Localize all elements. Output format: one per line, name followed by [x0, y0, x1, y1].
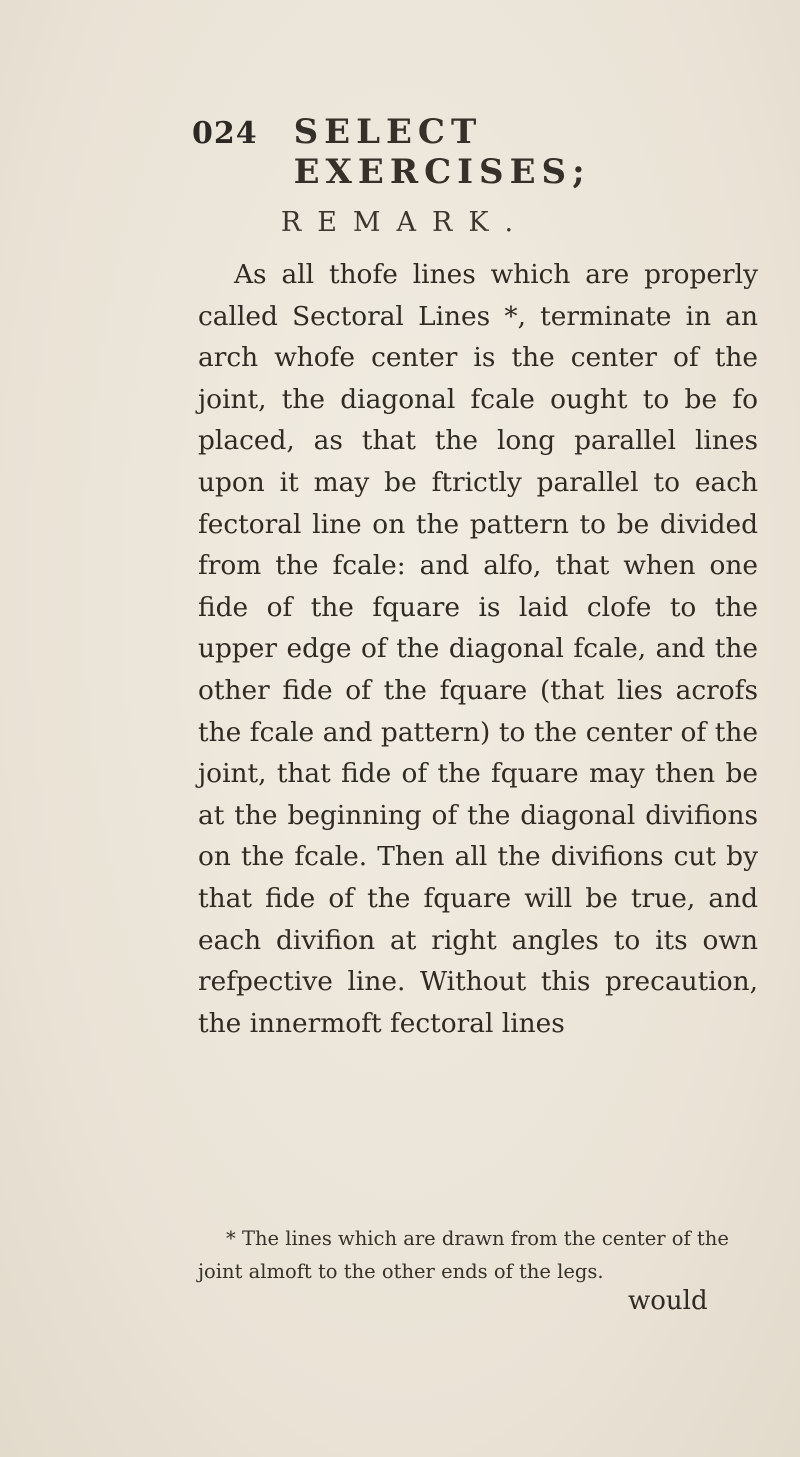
page-number: 024	[192, 116, 258, 151]
page-header	[192, 112, 752, 192]
body-text	[198, 254, 758, 1044]
body-paragraph: As all thofe lines which are properly called Sectoral Lines *, terminate in an arch whofe center is the center of the joint, the diagonal fcale ought to be fo placed, as that the long parallel lines upon it may be ftrictly parallel to each fectoral line on the pattern to be divided from the fcale: and alfo, that when one fide of the fquare is laid clofe to the upper edge of the diagonal fcale, and the other fide of the fquare (that lies acrofs the fcale and pattern) to the center of the joint, that fide of the fquare may then be at the beginning of the diagonal divifions on the fcale. Then all the divifions cut by that fide of the fquare will be true, and each divifion at right angles to its own refpective line. Without this precaution, the innermoft fectoral lines	[198, 259, 758, 1039]
section-title: REMARK.	[280, 207, 530, 238]
footnote	[198, 1222, 758, 1288]
footnote-text: * The lines which are drawn from the center of the joint almoft to the other ends of the legs.	[198, 1227, 729, 1283]
catchword: would	[628, 1286, 708, 1316]
running-head: SELECT EXERCISES;	[293, 112, 591, 192]
